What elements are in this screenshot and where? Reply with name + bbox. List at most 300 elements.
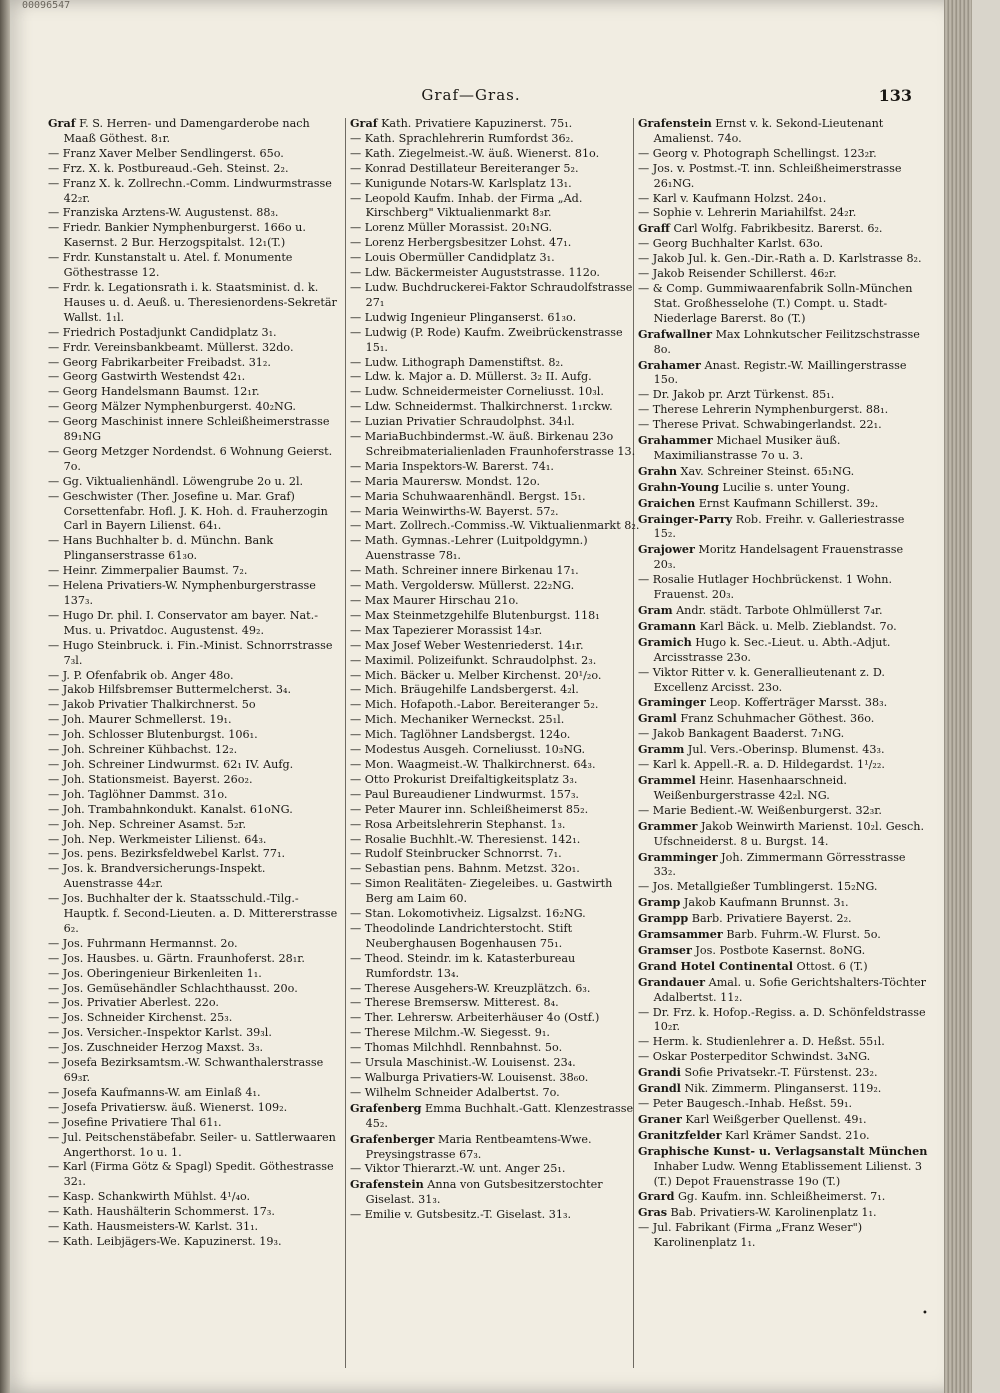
- directory-entry: [48, 1235, 338, 1250]
- entry-text: — Theodolinde Landrichterstocht. Stift Neuberghausen Bogenhausen 75₁.: [350, 921, 573, 950]
- directory-entry: [638, 327, 928, 358]
- directory-entry: [638, 880, 928, 895]
- directory-entry: [350, 952, 640, 982]
- directory-entry: [350, 609, 640, 624]
- entry-text: — Jos. pens. Bezirksfeldwebel Karlst. 77₁.: [48, 847, 286, 861]
- entry-text: — Kath. Ziegelmeist.-W. äuß. Wienerst. 81o.: [350, 146, 600, 160]
- entry-text: — Georg Handelsmann Baumst. 12₁r.: [48, 385, 260, 399]
- directory-entry: [638, 237, 928, 252]
- entry-text: — Frdr. Kunstanstalt u. Atel. f. Monumente Göthestrasse 12.: [48, 251, 293, 280]
- entry-surname: Grampp: [638, 911, 689, 926]
- directory-entry: [48, 579, 338, 609]
- entry-text: — Heinr. Zimmerpalier Baumst. 7₂.: [48, 564, 248, 578]
- directory-entry: [350, 326, 640, 356]
- entry-text: — Ludw. Schneidermeister Corneliusst. 10₃l.: [350, 385, 604, 399]
- directory-entry: [350, 877, 640, 907]
- directory-entry: [48, 982, 338, 997]
- entry-text: — Joh. Nep. Schreiner Asamst. 5₂r.: [48, 817, 247, 831]
- directory-entry: [638, 773, 928, 804]
- directory-entry: [350, 564, 640, 579]
- directory-entry: [638, 666, 928, 696]
- column-rule: [345, 118, 346, 1368]
- directory-entry: [350, 1041, 640, 1056]
- directory-entry: [350, 385, 640, 400]
- directory-entry: [350, 773, 640, 788]
- directory-entry: [638, 1128, 928, 1144]
- entry-text: — Jos. Buchhalter der k. Staatsschuld.-Tilg.-Hauptk. f. Second-Lieuten. a. D. Mittererstrasse 6₂.: [48, 892, 338, 935]
- entry-surname: Graphische Kunst- u. Verlagsanstalt München: [638, 1143, 928, 1158]
- entry-surname: Grard: [638, 1189, 675, 1204]
- directory-entry: [350, 475, 640, 490]
- entry-text: — Joh. Nep. Werkmeister Lilienst. 64₃.: [48, 832, 267, 846]
- directory-entry: [48, 356, 338, 371]
- directory-entry: [638, 635, 928, 666]
- entry-text: — Simon Realitäten- Ziegeleibes. u. Gastwirth Berg am Laim 60.: [350, 877, 613, 906]
- directory-entry: [638, 850, 928, 881]
- entry-surname: Gramminger: [638, 849, 718, 864]
- entry-text: — Frdr. Vereinsbankbeamt. Müllerst. 32do.: [48, 340, 294, 354]
- entry-text: — Mich. Mechaniker Werneckst. 25₁l.: [350, 713, 565, 727]
- directory-entry: [48, 1011, 338, 1026]
- entry-text: — Therese Privat. Schwabingerlandst. 22₁.: [638, 418, 882, 432]
- directory-entry: [638, 975, 928, 1006]
- entry-text: — Kath. Hausmeisters-W. Karlst. 31₁.: [48, 1220, 259, 1234]
- entry-text: — Ldw. Bäckermeister Auguststrasse. 112o.: [350, 266, 600, 280]
- directory-entry: [350, 400, 640, 415]
- entry-text: — Joh. Trambahnkondukt. Kanalst. 61oNG.: [48, 802, 293, 816]
- entry-text: — Max Maurer Hirschau 21o.: [350, 594, 519, 607]
- entry-text: — Josefa Bezirksamtsm.-W. Schwanthalerstrasse 69₃r.: [48, 1056, 324, 1084]
- directory-entry: [350, 1056, 640, 1071]
- entry-text: — Paul Bureaudiener Lindwurmst. 157₃.: [350, 787, 579, 801]
- directory-entry: [48, 862, 338, 892]
- entry-text: Ernst v. k. Sekond-Lieutenant Amalienst. 74o.: [653, 117, 884, 145]
- entry-text: Karl Krämer Sandst. 21o.: [721, 1128, 870, 1142]
- entry-text: — Rudolf Steinbrucker Schnorrst. 7₁.: [350, 847, 562, 861]
- entry-text: — Ursula Maschinist.-W. Louisenst. 23₄.: [350, 1056, 576, 1070]
- entry-text: Bab. Privatiers-W. Karolinenplatz 1₁.: [667, 1206, 877, 1220]
- entry-text: — Mon. Waagmeist.-W. Thalkirchnerst. 64₃.: [350, 757, 596, 771]
- entry-text: — Rosalie Buchhlt.-W. Theresienst. 142₁.: [350, 832, 581, 846]
- directory-entry: [48, 1116, 338, 1131]
- entry-text: — Therese Bremsersw. Mitterest. 8₄.: [350, 996, 559, 1010]
- directory-entry: [350, 624, 640, 639]
- entry-text: — Karl k. Appell.-R. a. D. Hildegardst. 1¹/₂₂.: [638, 758, 885, 772]
- directory-entry: [350, 907, 640, 922]
- entry-text: — Gg. Viktualienhändl. Löwengrube 2o u. 2l.: [48, 474, 304, 488]
- page-number: 133: [878, 86, 912, 105]
- entry-text: — Jos. Fuhrmann Hermannst. 2o.: [48, 936, 238, 950]
- directory-entry: [48, 1026, 338, 1041]
- directory-entry: [48, 251, 338, 281]
- entry-text: — Herm. k. Studienlehrer a. D. Heßst. 55₁l.: [638, 1035, 885, 1049]
- directory-entry: [350, 192, 640, 222]
- entry-text: — Rosa Arbeitslehrerin Stephanst. 1₃.: [350, 817, 566, 831]
- directory-entry: [350, 579, 640, 594]
- entry-text: F. S. Herren- und Damengarderobe nach Maaß Göthest. 8₁r.: [63, 117, 310, 145]
- entry-text: Rob. Freihr. v. Galleriestrasse 15₂.: [653, 512, 905, 541]
- entry-text: — Ludw. Lithograph Damenstiftst. 8₂.: [350, 355, 564, 369]
- entry-text: — Sebastian pens. Bahnm. Metzst. 32o₁.: [350, 862, 580, 876]
- entry-text: Barb. Privatiere Bayerst. 2₂.: [688, 912, 852, 926]
- entry-text: — Georg v. Photograph Schellingst. 123₂r.: [638, 146, 877, 160]
- entry-text: Inhaber Ludw. Wenng Etablissement Lilienst. 3 (T.) Depot Frauenstrasse 19o (T.): [653, 1159, 923, 1188]
- entry-text: — Josefa Privatiersw. äuß. Wienerst. 109₂.: [48, 1100, 288, 1114]
- entry-text: — Thomas Milchhdl. Rennbahnst. 5o.: [350, 1041, 563, 1055]
- entry-text: Jul. Vers.-Oberinsp. Blumenst. 43₃.: [684, 743, 885, 757]
- directory-entry: [350, 996, 640, 1011]
- entry-text: — Therese Lehrerin Nymphenburgerst. 88₁.: [638, 403, 889, 417]
- entry-text: Heinr. Hasenhaarschneid. Weißenburgerstrasse 42₂l. NG.: [653, 773, 847, 802]
- entry-text: Sofie Privatsekr.-T. Fürstenst. 23₂.: [680, 1066, 878, 1080]
- column-2: [350, 116, 640, 1223]
- entry-text: — Mich. Hofapoth.-Labor. Bereiteranger 5₂.: [350, 698, 599, 712]
- directory-entry: [638, 206, 928, 221]
- directory-entry: [48, 609, 338, 639]
- directory-entry: [350, 698, 640, 713]
- entry-text: Barb. Fuhrm.-W. Flurst. 5o.: [722, 928, 881, 942]
- directory-entry: [350, 534, 640, 564]
- entry-surname: Graml: [638, 711, 677, 726]
- directory-entry: [638, 711, 928, 727]
- directory-entry: [48, 326, 338, 341]
- entry-text: — Jul. Peitschenstäbefabr. Seiler- u. Sattlerwaaren Angerthorst. 1o u. 1.: [48, 1130, 336, 1159]
- entry-text: Jos. Postbote Kasernst. 8oNG.: [691, 943, 866, 957]
- directory-entry: [638, 542, 928, 573]
- directory-entry: [638, 267, 928, 282]
- directory-entry: [638, 1081, 928, 1097]
- directory-entry: [350, 728, 640, 743]
- entry-text: Carl Wolfg. Fabrikbesitz. Barerst. 6₂.: [669, 222, 883, 236]
- entry-text: — Georg Fabrikarbeiter Freibadst. 31₂.: [48, 355, 271, 369]
- entry-text: — Jos. Zuschneider Herzog Maxst. 3₃.: [48, 1041, 264, 1055]
- entry-text: — Viktor Thierarzt.-W. unt. Anger 25₁.: [350, 1162, 566, 1176]
- entry-text: — Marie Bedient.-W. Weißenburgerst. 32₃r.: [638, 803, 882, 817]
- directory-entry: [48, 952, 338, 967]
- entry-surname: Grandl: [638, 1081, 681, 1096]
- entry-text: — Maria Maurersw. Mondst. 12o.: [350, 474, 541, 488]
- directory-entry: [350, 116, 640, 132]
- entry-text: — Franz Xaver Melber Sendlingerst. 65o.: [48, 146, 284, 160]
- directory-entry: [638, 418, 928, 433]
- directory-entry: [350, 356, 640, 371]
- entry-text: Maria Rentbeamtens-Wwe. Preysingstrasse 67₃.: [365, 1132, 592, 1161]
- directory-entry: [48, 773, 338, 788]
- entry-text: — Mich. Bräugehilfe Landsbergerst. 4₂l.: [350, 683, 579, 697]
- entry-surname: Gramser: [638, 942, 692, 957]
- entry-text: — Maria Inspektors-W. Barerst. 74₁.: [350, 459, 554, 473]
- directory-entry: [48, 892, 338, 937]
- entry-surname: Grafenstein: [638, 116, 712, 130]
- directory-entry: [48, 847, 338, 862]
- entry-text: — Jos. Hausbes. u. Gärtn. Fraunhoferst. 28₁r.: [48, 951, 305, 965]
- entry-surname: Gramich: [638, 634, 692, 649]
- directory-entry: [350, 519, 640, 534]
- directory-entry: [638, 727, 928, 742]
- entry-text: — Kasp. Schankwirth Mühlst. 4¹/₄o.: [48, 1190, 251, 1204]
- entry-text: — Joh. Schreiner Kühbachst. 12₂.: [48, 743, 238, 757]
- directory-entry: [350, 818, 640, 833]
- directory-entry: [638, 433, 928, 464]
- entry-text: — Jul. Fabrikant (Firma „Franz Weser") Karolinenplatz 1₁.: [638, 1221, 863, 1250]
- entry-surname: Gramm: [638, 742, 685, 757]
- directory-entry: [638, 1112, 928, 1128]
- entry-surname: Grahamer: [638, 357, 701, 372]
- directory-entry: [350, 1011, 640, 1026]
- entry-text: — Helena Privatiers-W. Nymphenburgerstrasse 137₃.: [48, 579, 316, 607]
- entry-text: — Jos. Metallgießer Tumblingerst. 15₂NG.: [638, 880, 878, 894]
- directory-entry: [350, 758, 640, 773]
- directory-entry: [350, 132, 640, 147]
- entry-text: — Wilhelm Schneider Adalbertst. 7o.: [350, 1085, 560, 1099]
- entry-text: — Friedrich Postadjunkt Candidplatz 3₁.: [48, 325, 277, 339]
- ink-mark: •: [922, 1308, 928, 1319]
- directory-entry: [350, 281, 640, 311]
- entry-text: — Georg Buchhalter Karlst. 63o.: [638, 237, 824, 251]
- entry-text: — Jos. v. Postmst.-T. inn. Schleißheimerstrasse 26₁NG.: [638, 161, 902, 190]
- entry-text: — Maria Weinwirths-W. Bayerst. 57₂.: [350, 504, 559, 518]
- directory-entry: [48, 1190, 338, 1205]
- entry-text: Leop. Kofferträger Marsst. 38₃.: [705, 696, 888, 710]
- directory-entry: [48, 1220, 338, 1235]
- directory-entry: [48, 147, 338, 162]
- directory-entry: [350, 594, 640, 609]
- entry-text: Karl Weißgerber Quellenst. 49₁.: [681, 1112, 867, 1126]
- entry-surname: Grainger-Parry: [638, 511, 733, 526]
- entry-text: — Jos. k. Brandversicherungs-Inspekt. Auenstrasse 44₂r.: [48, 862, 266, 891]
- entry-text: — Peter Maurer inn. Schleißheimerst 85₂.: [350, 802, 589, 816]
- entry-text: — Hugo Steinbruck. i. Fin.-Minist. Schnorrstrasse 7₃l.: [48, 638, 333, 667]
- entry-text: — Georg Metzger Nordendst. 6 Wohnung Geierst. 7o.: [48, 444, 333, 473]
- directory-entry: [48, 937, 338, 952]
- directory-entry: [350, 266, 640, 281]
- directory-entry: [350, 147, 640, 162]
- directory-entry: [350, 847, 640, 862]
- entry-text: Lucilie s. unter Young.: [718, 480, 850, 494]
- entry-surname: Gramsammer: [638, 927, 723, 942]
- entry-surname: Grafwallner: [638, 326, 713, 341]
- entry-text: — Lorenz Herbergsbesitzer Lohst. 47₁.: [350, 236, 572, 250]
- directory-entry: [638, 116, 928, 147]
- entry-text: — Mart. Zollrech.-Commiss.-W. Viktualienmarkt 8₂.: [350, 519, 640, 533]
- directory-entry: [638, 512, 928, 543]
- entry-text: — Jos. Versicher.-Inspektor Karlst. 39₃l.: [48, 1026, 272, 1040]
- entry-text: — Peter Baugesch.-Inhab. Heßst. 59₁.: [638, 1097, 853, 1110]
- binding-gutter: [0, 0, 10, 1393]
- directory-entry: [638, 480, 928, 496]
- entry-surname: Grandi: [638, 1065, 681, 1080]
- entry-surname: Grandauer: [638, 974, 706, 989]
- entry-text: — Lorenz Müller Morassist. 20₁NG.: [350, 221, 553, 235]
- directory-entry: [350, 311, 640, 326]
- directory-entry: [48, 116, 338, 147]
- entry-text: Ernst Kaufmann Schillerst. 39₂.: [695, 496, 879, 510]
- entry-surname: Graminger: [638, 695, 706, 710]
- entry-text: — Jakob Jul. k. Gen.-Dir.-Rath a. D. Karlstrasse 8₂.: [638, 252, 922, 266]
- entry-text: — Otto Prokurist Dreifaltigkeitsplatz 3₃.: [350, 772, 578, 786]
- directory-entry: [350, 833, 640, 848]
- entry-text: Kath. Privatiere Kapuzinerst. 75₁.: [377, 117, 573, 130]
- entry-text: — Joh. Stationsmeist. Bayerst. 26o₂.: [48, 772, 253, 786]
- entry-text: Hugo k. Sec.-Lieut. u. Abth.-Adjut. Arcisstrasse 23o.: [653, 635, 891, 664]
- entry-text: — Karl (Firma Götz & Spagl) Spedit. Göthestrasse 32₁.: [48, 1160, 334, 1189]
- entry-text: — Oskar Posterpeditor Schwindst. 3₄NG.: [638, 1050, 871, 1064]
- entry-text: — Ludwig Ingenieur Plinganserst. 61₃o.: [350, 310, 577, 324]
- directory-entry: [48, 415, 338, 445]
- directory-entry: [48, 967, 338, 982]
- directory-entry: [638, 147, 928, 162]
- entry-surname: Grafenstein: [350, 1177, 424, 1192]
- entry-surname: Graf: [48, 116, 76, 130]
- entry-surname: Grammer: [638, 818, 698, 833]
- directory-entry: [638, 758, 928, 773]
- directory-entry: [350, 654, 640, 669]
- entry-text: — Sophie v. Lehrerin Mariahilfst. 24₂r.: [638, 206, 857, 220]
- directory-entry: [638, 1144, 928, 1190]
- directory-entry: [350, 1086, 640, 1101]
- entry-text: — Walburga Privatiers-W. Louisenst. 38₆o.: [350, 1071, 589, 1084]
- directory-entry: [350, 1177, 640, 1208]
- entry-text: Max Lohnkutscher Feilitzschstrasse 8o.: [653, 327, 920, 356]
- entry-text: — Ludwig (P. Rode) Kaufm. Zweibrückenstrasse 15₁.: [350, 325, 623, 354]
- entry-text: — Kath. Haushälterin Schommerst. 17₃.: [48, 1205, 275, 1219]
- entry-surname: Grahn-Young: [638, 479, 719, 494]
- directory-entry: [350, 743, 640, 758]
- directory-entry: [638, 895, 928, 911]
- directory-entry: [638, 162, 928, 192]
- entry-text: — Maria Schuhwaarenhändl. Bergst. 15₁.: [350, 489, 586, 503]
- directory-entry: [638, 1221, 928, 1251]
- entry-text: — Hugo Dr. phil. I. Conservator am bayer. Nat.-Mus. u. Privatdoc. Augustenst. 49₂.: [48, 608, 318, 637]
- directory-entry: [638, 619, 928, 635]
- entry-text: — Jos. Oberingenieur Birkenleiten 1₁.: [48, 966, 262, 980]
- entry-text: — Jakob Hilfsbremser Buttermelcherst. 3₄.: [48, 683, 292, 697]
- directory-entry: [48, 818, 338, 833]
- entry-surname: Grand Hotel Continental: [638, 958, 793, 973]
- directory-entry: [350, 639, 640, 654]
- directory-entry: [350, 669, 640, 684]
- directory-entry: [48, 400, 338, 415]
- directory-entry: [350, 1208, 640, 1223]
- directory-entry: [638, 742, 928, 758]
- entry-surname: Grafenberger: [350, 1131, 435, 1146]
- directory-entry: [48, 221, 338, 251]
- entry-text: — & Comp. Gummiwaarenfabrik Solln-München Stat. Großhesselohe (T.) Compt. u. Stadt-Niederlage Barerst. 8o (T.): [638, 281, 913, 325]
- directory-entry: [638, 804, 928, 819]
- entry-text: — Jos. Gemüsehändler Schlachthausst. 20o.: [48, 981, 298, 995]
- entry-text: Anast. Registr.-W. Maillingerstrasse 15o.: [653, 358, 907, 387]
- directory-entry: [350, 1071, 640, 1086]
- entry-text: — Max Steinmetzgehilfe Blutenburgst. 118₁: [350, 608, 600, 622]
- entry-surname: Gras: [638, 1205, 667, 1220]
- directory-entry: [350, 221, 640, 236]
- directory-entry: [638, 252, 928, 267]
- entry-text: — Franziska Arztens-W. Augustenst. 88₃.: [48, 206, 279, 220]
- directory-entry: [48, 1041, 338, 1056]
- entry-text: — Georg Gastwirth Westendst 42₁.: [48, 370, 246, 384]
- directory-entry: [350, 430, 640, 460]
- entry-text: — Hans Buchhalter b. d. Münchn. Bank Plinganserstrasse 61₃o.: [48, 534, 274, 563]
- entry-text: — Kunigunde Notars-W. Karlsplatz 13₁.: [350, 176, 572, 190]
- directory-entry: [638, 1035, 928, 1050]
- entry-text: — Frdr. k. Legationsrath i. k. Staatsminist. d. k. Hauses u. d. Aeuß. u. Theresienordens-Sekretär Wallst. 1₁l.: [48, 280, 337, 324]
- directory-entry: [48, 177, 338, 207]
- entry-text: Amal. u. Sofie Gerichtshalters-Töchter Adalbertst. 11₂.: [653, 975, 926, 1004]
- entry-surname: Graichen: [638, 495, 696, 510]
- directory-entry: [48, 341, 338, 356]
- directory-entry: [638, 819, 928, 850]
- directory-entry: [638, 927, 928, 943]
- entry-text: — Dr. Frz. k. Hofop.-Regiss. a. D. Schönfeldstrasse 10₂r.: [638, 1005, 926, 1034]
- entry-text: — J. P. Ofenfabrik ob. Anger 48o.: [48, 668, 234, 682]
- entry-text: — Frz. X. k. Postbureaud.-Geh. Steinst. 2₂.: [48, 161, 289, 175]
- entry-text: Jakob Weinwirth Marienst. 10₂l. Gesch. Ufschneiderst. 8 u. Burgst. 14.: [653, 819, 925, 848]
- directory-entry: [48, 1101, 338, 1116]
- entry-text: — Louis Obermüller Candidplatz 3₁.: [350, 251, 555, 265]
- entry-text: Xav. Schreiner Steinst. 65₁NG.: [676, 464, 855, 478]
- directory-entry: [48, 728, 338, 743]
- entry-text: — Jakob Reisender Schillerst. 46₂r.: [638, 267, 837, 281]
- directory-entry: [48, 475, 338, 490]
- directory-entry: [350, 177, 640, 192]
- entry-text: — Jakob Bankagent Baaderst. 7₁NG.: [638, 727, 845, 741]
- directory-entry: [48, 445, 338, 475]
- directory-entry: [638, 221, 928, 237]
- entry-text: Michael Musiker äuß. Maximilianstrasse 7o u. 3.: [653, 434, 841, 462]
- directory-entry: [48, 1086, 338, 1101]
- entry-surname: Gram: [638, 603, 673, 617]
- entry-text: — Geschwister (Ther. Josefine u. Mar. Graf) Corsettenfabr. Hofl. J. K. Hoh. d. Frauherzogin Carl in Bayern Lilienst. 64₁.: [48, 489, 328, 533]
- entry-text: — Ther. Lehrersw. Arbeiterhäuser 4o (Ostf.): [350, 1011, 600, 1025]
- directory-entry: [638, 358, 928, 389]
- entry-text: — Max Josef Weber Westenriederst. 14₁r.: [350, 638, 584, 652]
- directory-entry: [48, 803, 338, 818]
- directory-entry: [48, 564, 338, 579]
- entry-text: Jakob Kaufmann Brunnst. 3₁.: [680, 896, 849, 910]
- entry-text: — Georg Maschinist innere Schleißheimerstrasse 89₁NG: [48, 415, 330, 444]
- directory-entry: [48, 385, 338, 400]
- directory-entry: [48, 162, 338, 177]
- directory-entry: [350, 713, 640, 728]
- entry-text: — Theod. Steindr. im k. Katasterbureau Rumfordstr. 13₄.: [350, 951, 576, 980]
- entry-text: — Kath. Sprachlehrerin Rumfordst 36₂.: [350, 131, 574, 145]
- page-header: [30, 86, 912, 110]
- directory-entry: [48, 534, 338, 564]
- entry-text: — MariaBuchbindermst.-W. äuß. Birkenau 23o Schreibmaterialienladen Fraunhoferstrasse 13.: [350, 430, 636, 458]
- entry-text: — Georg Mälzer Nymphenburgerst. 40₂NG.: [48, 400, 296, 414]
- entry-surname: Grajower: [638, 542, 695, 557]
- entry-text: Ottost. 6 (T.): [792, 959, 868, 973]
- entry-surname: Graff: [638, 221, 670, 236]
- entry-text: Moritz Handelsagent Frauenstrasse 20₃.: [653, 543, 904, 572]
- entry-text: — Leopold Kaufm. Inhab. der Firma „Ad. Kirschberg" Viktualienmarkt 8₃r.: [350, 191, 583, 220]
- entry-text: — Therese Ausgehers-W. Kreuzplätzch. 6₃.: [350, 981, 591, 995]
- directory-entry: [48, 669, 338, 684]
- entry-text: — Math. Schreiner innere Birkenau 17₁.: [350, 564, 579, 578]
- directory-entry: [638, 388, 928, 403]
- directory-entry: [638, 192, 928, 207]
- entry-text: Andr. städt. Tarbote Ohlmüllerst 7₄r.: [672, 604, 883, 617]
- entry-text: — Ldw. k. Major a. D. Müllerst. 3₂ II. Aufg.: [350, 370, 592, 384]
- directory-entry: [350, 415, 640, 430]
- entry-text: — Joh. Schlosser Blutenburgst. 106₁.: [48, 728, 258, 742]
- directory-entry: [350, 1101, 640, 1132]
- entry-text: — Kath. Leibjägers-We. Kapuzinerst. 19₃.: [48, 1234, 282, 1248]
- directory-entry: [350, 1132, 640, 1163]
- entry-surname: Granitzfelder: [638, 1127, 722, 1142]
- directory-entry: [350, 982, 640, 997]
- entry-text: — Maximil. Polizeifunkt. Schraudolphst. 2₃.: [350, 653, 597, 667]
